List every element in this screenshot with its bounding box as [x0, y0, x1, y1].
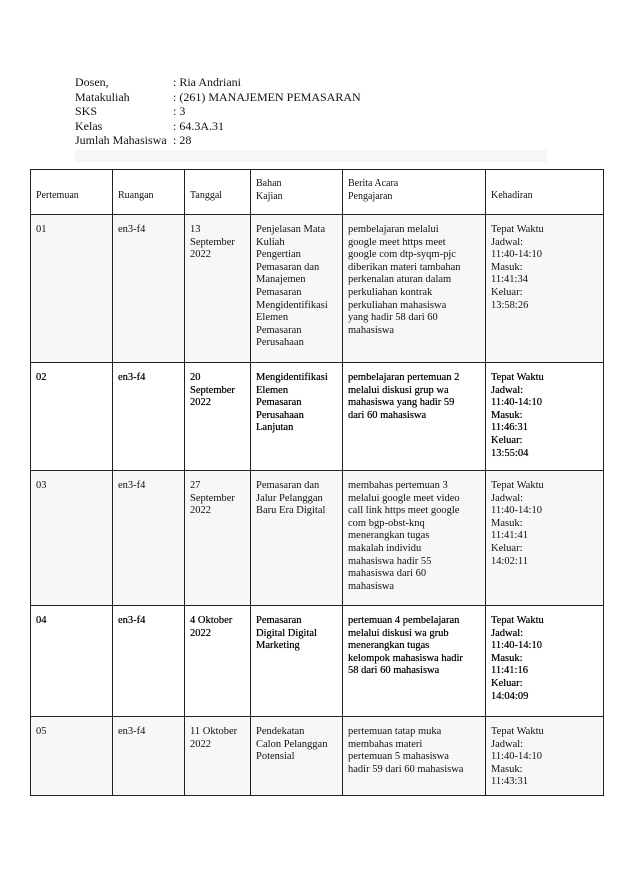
table-row: [31, 215, 604, 363]
cell-ruangan: en3-f4: [113, 606, 185, 717]
cell-tanggal: 20 September 2022: [185, 363, 251, 471]
dosen-value: : Ria Andriani: [173, 75, 241, 89]
cell-bahan-kajian: Mengidentifikasi Elemen Pemasaran Perusahaan Lanjutan: [251, 363, 343, 471]
cell-tanggal: 4 Oktober 2022: [185, 606, 251, 717]
table-row: [31, 363, 604, 471]
cell-pertemuan: 04: [31, 606, 113, 717]
cell-berita-acara: pertemuan 4 pembelajaran melalui diskusi wa grub menerangkan tugas kelompok mahasiswa hadir 58 dari 60 mahasiswa: [343, 606, 486, 717]
cell-berita-acara: pembelajaran pertemuan 2 melalui diskusi grup wa mahasiswa yang hadir 59 dari 60 mahasiswa: [343, 363, 486, 471]
cell-berita-acara: membahas pertemuan 3 melalui google meet video call link https meet google com bgp-obst-knq menerangkan tugas makalah individu mahasiswa hadir 55 mahasiswa dari 60 mahasiswa: [343, 471, 486, 606]
header-berita-acara: Berita Acara Pengajaran: [343, 170, 486, 215]
cell-tanggal: 27 September 2022: [185, 471, 251, 606]
header-bahan-kajian: Bahan Kajian: [251, 170, 343, 215]
cell-kehadiran: Tepat Waktu Jadwal: 11:40-14:10 Masuk: 11:46:31 Keluar: 13:55:04: [486, 363, 604, 471]
cell-pertemuan: 05: [31, 717, 113, 796]
table-row: [31, 471, 604, 606]
table-row: [31, 717, 604, 796]
cell-kehadiran: Tepat Waktu Jadwal: 11:40-14:10 Masuk: 11:43:31: [486, 717, 604, 796]
matakuliah-value: : (261) MANAJEMEN PEMASARAN: [173, 89, 361, 104]
attendance-table: [30, 169, 604, 796]
matakuliah-label: Matakuliah: [75, 89, 130, 104]
cell-pertemuan: 03: [31, 471, 113, 606]
cell-berita-acara: pembelajaran melalui google meet https meet google com dtp-syqm-pjc diberikan materi tambahan perkenalan aturan dalam perkuliahan kontrak perkuliahan mahasiswa yang hadir 58 dari 60 mahasiswa: [343, 215, 486, 363]
cell-bahan-kajian: Pemasaran Digital Digital Marketing: [251, 606, 343, 717]
sks-value: : 3: [173, 104, 186, 118]
info-row-kelas: [75, 119, 361, 134]
dosen-label: Dosen,: [75, 75, 109, 89]
header-kehadiran: Kehadiran: [486, 170, 604, 215]
info-row-sks: [75, 104, 361, 119]
cell-tanggal: 13 September 2022: [185, 215, 251, 363]
info-row-dosen: [75, 75, 361, 90]
info-divider: [75, 150, 547, 162]
cell-ruangan: en3-f4: [113, 215, 185, 363]
cell-pertemuan: 02: [31, 363, 113, 471]
cell-ruangan: en3-f4: [113, 471, 185, 606]
cell-bahan-kajian: Penjelasan Mata Kuliah Pengertian Pemasaran dan Manajemen Pemasaran Mengidentifikasi Elemen Pemasaran Perusahaan: [251, 215, 343, 363]
cell-berita-acara: pertemuan tatap muka membahas materi pertemuan 5 mahasiswa hadir 59 dari 60 mahasiswa: [343, 717, 486, 796]
info-row-matakuliah: [75, 90, 361, 105]
cell-kehadiran: Tepat Waktu Jadwal: 11:40-14:10 Masuk: 11:41:41 Keluar: 14:02:11: [486, 471, 604, 606]
cell-bahan-kajian: Pendekatan Calon Pelanggan Potensial: [251, 717, 343, 796]
kelas-label: Kelas: [75, 118, 103, 133]
kelas-value: : 64.3A.31: [173, 118, 224, 133]
course-info: [75, 75, 361, 148]
cell-ruangan: en3-f4: [113, 363, 185, 471]
table-row: [31, 606, 604, 717]
cell-tanggal: 11 Oktober 2022: [185, 717, 251, 796]
jumlah-value: : 28: [173, 133, 192, 147]
table-header-row: [31, 170, 604, 215]
cell-bahan-kajian: Pemasaran dan Jalur Pelanggan Baru Era Digital: [251, 471, 343, 606]
header-tanggal: Tanggal: [185, 170, 251, 215]
cell-kehadiran: Tepat Waktu Jadwal: 11:40-14:10 Masuk: 11:41:34 Keluar: 13:58:26: [486, 215, 604, 363]
jumlah-label: Jumlah Mahasiswa: [75, 133, 167, 147]
header-ruangan: Ruangan: [113, 170, 185, 215]
header-pertemuan: Pertemuan: [31, 170, 113, 215]
cell-pertemuan: 01: [31, 215, 113, 363]
cell-kehadiran: Tepat Waktu Jadwal: 11:40-14:10 Masuk: 11:41:16 Keluar: 14:04:09: [486, 606, 604, 717]
info-row-jumlah: [75, 133, 361, 148]
cell-ruangan: en3-f4: [113, 717, 185, 796]
sks-label: SKS: [75, 104, 98, 118]
